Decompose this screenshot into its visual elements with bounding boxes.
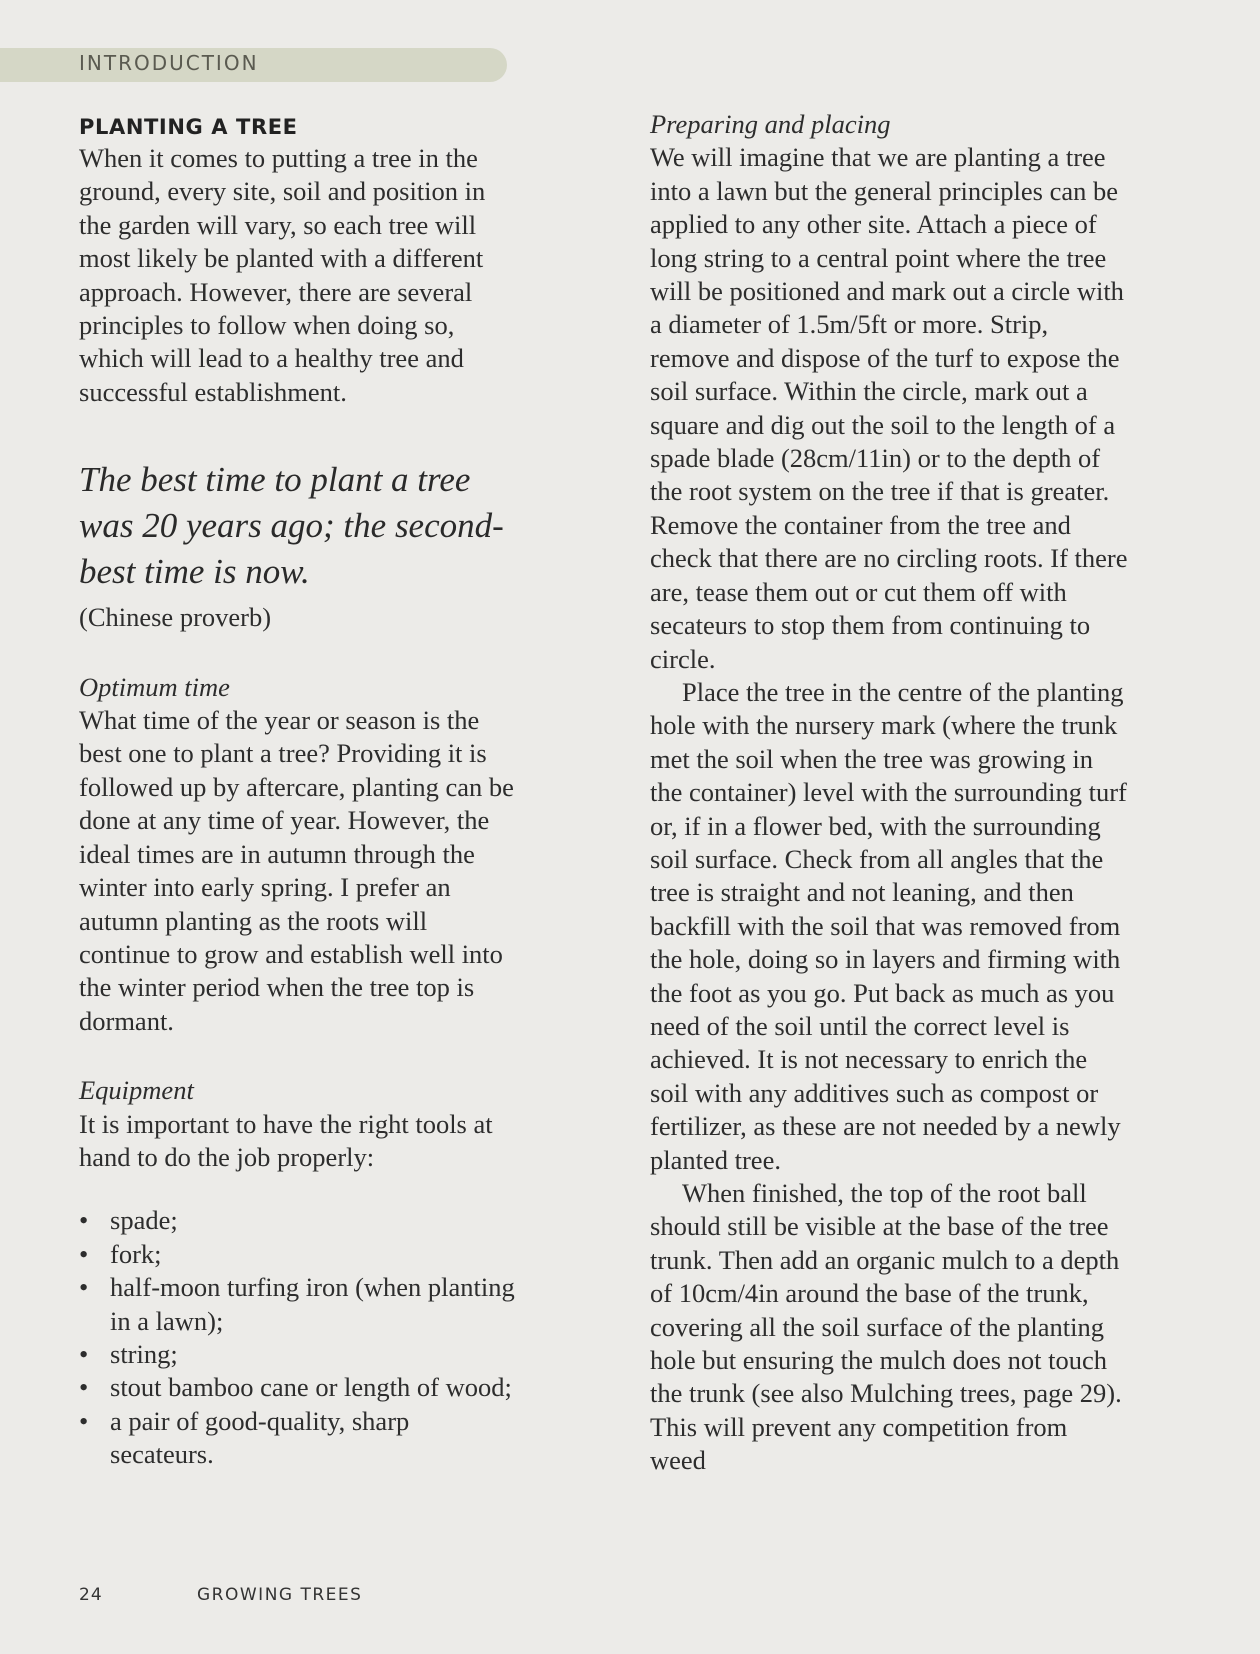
list-item: • string; [79, 1338, 519, 1371]
page-footer [79, 1585, 363, 1605]
spacer [79, 1038, 519, 1074]
book-title: GROWING TREES [197, 1585, 363, 1605]
optimum-time-paragraph: What time of the year or season is the best one to plant a tree? Providing it is followed up by aftercare, planting can be done at any time of year. However, the ideal times are in autumn through the winter into early spring. I prefer an autumn planting as the roots will continue to grow and establish well into the winter period when the tree top is dormant. [79, 705, 514, 1036]
intro-paragraph: When it comes to putting a tree in the ground, every site, soil and position in the garden will vary, so each tree will most likely be planted with a different approach. However, there are several principles to follow when doing so, which will lead to a healthy tree and successful establishment. [79, 143, 486, 407]
tool-list [79, 1204, 519, 1471]
paragraph: We will imagine that we are planting a tree into a lawn but the general principles can be applied to any other site. Attach a piece of long string to a central point where the tree will be positioned and mark out a circle with a diameter of 1.5m/5ft or more. Strip, remove and dispose of the turf to expose the soil surface. Within the circle, mark out a square and dig out the soil to the length of a spade blade (28cm/11in) or to the depth of the root system on the tree if that is greater. Remove the container from the tree and check that there are no circling roots. If there are, tease them out or cut them off with secateurs to stop them from continuing to circle. [650, 142, 1128, 674]
spacer [79, 635, 519, 671]
list-item: • fork; [79, 1238, 519, 1271]
optimum-time-heading: Optimum time [79, 671, 230, 702]
left-column [79, 108, 519, 1472]
right-column [650, 108, 1128, 1478]
list-item: • a pair of good-quality, sharp secateurs. [79, 1405, 519, 1472]
equipment-heading: Equipment [79, 1075, 194, 1106]
paragraph: When finished, the top of the root ball should still be visible at the base of the tree trunk. Then add an organic mulch to a depth of 10cm/4in around the base of the trunk, covering all the soil surface of the planting hole but ensuring the mulch does not touch the trunk (see also Mulching trees, page 29). This will prevent any competition from weed [650, 1178, 1122, 1476]
section-label: INTRODUCTION [79, 51, 259, 75]
article-heading: PLANTING A TREE [79, 115, 298, 139]
paragraph: Place the tree in the centre of the planting hole with the nursery mark (where the trunk met the soil when the tree was growing in the container) level with the surrounding turf or, if in a flower bed, with the surrounding soil surface. Check from all angles that the tree is straight and not leaning, and then backfill with the soil that was removed from the hole, doing so in layers and firming with the foot as you go. Put back as much as you need of the soil until the correct level is achieved. It is not necessary to enrich the soil with any additives such as compost or fertilizer, as these are not needed by a newly planted tree. [650, 676, 1127, 1175]
list-item: • spade; [79, 1204, 519, 1237]
page-number: 24 [79, 1585, 103, 1605]
preparing-heading: Preparing and placing [650, 109, 891, 139]
pull-quote: The best time to plant a tree was 20 years ago; the second-best time is now. [79, 460, 504, 592]
section-tab [0, 48, 507, 82]
list-item: • half-moon turfing iron (when planting in a lawn); [79, 1271, 519, 1338]
quote-source: (Chinese proverb) [79, 602, 272, 633]
equipment-paragraph: It is important to have the right tools at hand to do the job properly: [79, 1108, 493, 1172]
list-item: • stout bamboo cane or length of wood; [79, 1371, 519, 1404]
